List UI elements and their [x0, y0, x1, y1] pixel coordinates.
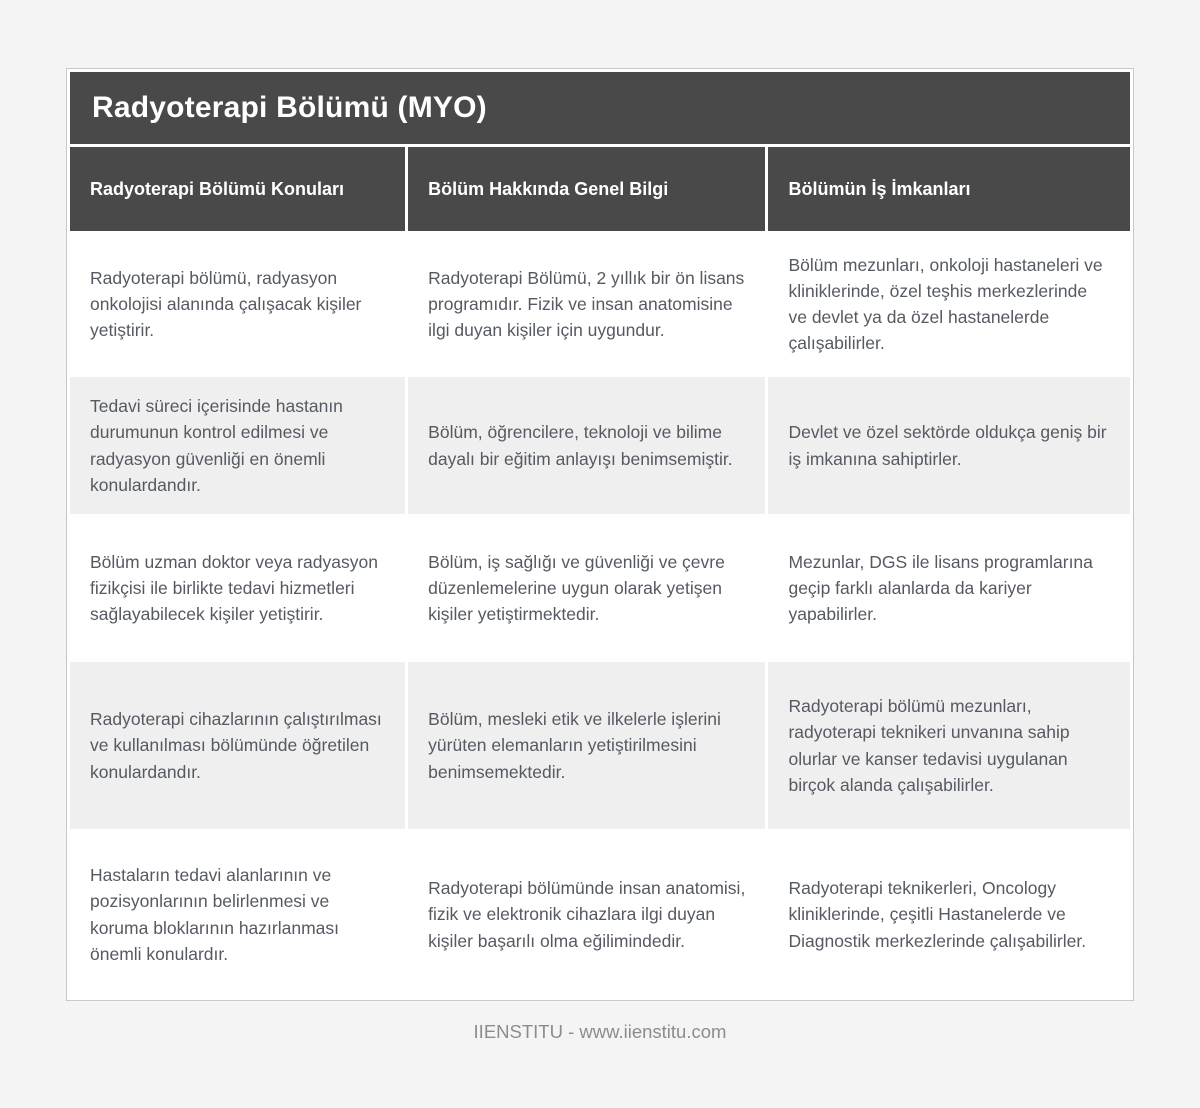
column-header-is-imkanlari: Bölümün İş İmkanları [768, 147, 1130, 231]
page-title: Radyoterapi Bölümü (MYO) [70, 72, 1130, 144]
footer-text: IIENSTITU - www.iienstitu.com [473, 1021, 727, 1042]
radyoterapi-table [66, 68, 1134, 1001]
content-wrapper [66, 68, 1134, 1043]
column-header-row [70, 147, 1130, 231]
cell-genel-bilgi: Bölüm, mesleki etik ve ilkelerle işlerini yürüten elemanların yetiştirilmesini benimsemektedir. [408, 662, 765, 829]
column-header-genel-bilgi: Bölüm Hakkında Genel Bilgi [408, 147, 765, 231]
cell-genel-bilgi: Radyoterapi bölümünde insan anatomisi, fizik ve elektronik cihazlara ilgi duyan kişiler başarılı olma eğilimindedir. [408, 832, 765, 997]
cell-konular: Tedavi süreci içerisinde hastanın durumunun kontrol edilmesi ve radyasyon güvenliği en önemli konulardandır. [70, 377, 405, 514]
cell-is-imkanlari: Radyoterapi teknikerleri, Oncology kliniklerinde, çeşitli Hastanelerde ve Diagnostik merkezlerinde çalışabilirler. [768, 832, 1130, 997]
column-header-konulari: Radyoterapi Bölümü Konuları [70, 147, 405, 231]
cell-genel-bilgi: Bölüm, iş sağlığı ve güvenliği ve çevre düzenlemelerine uygun olarak yetişen kişiler yetiştirmektedir. [408, 517, 765, 659]
cell-is-imkanlari: Radyoterapi bölümü mezunları, radyoterapi teknikeri unvanına sahip olurlar ve kanser tedavisi uygulanan birçok alanda çalışabilirler. [768, 662, 1130, 829]
cell-is-imkanlari: Mezunlar, DGS ile lisans programlarına geçip farklı alanlarda da kariyer yapabilirler. [768, 517, 1130, 659]
cell-konular: Bölüm uzman doktor veya radyasyon fizikçisi ile birlikte tedavi hizmetleri sağlayabilecek kişiler yetiştirir. [70, 517, 405, 659]
cell-konular: Hastaların tedavi alanlarının ve pozisyonlarının belirlenmesi ve koruma bloklarının hazırlanması önemli konulardır. [70, 832, 405, 997]
table-row [70, 832, 1130, 997]
table-row [70, 377, 1130, 514]
table-row [70, 662, 1130, 829]
cell-is-imkanlari: Bölüm mezunları, onkoloji hastaneleri ve kliniklerinde, özel teşhis merkezlerinde ve devlet ya da özel hastanelerde çalışabilirler. [768, 234, 1130, 374]
cell-konular: Radyoterapi bölümü, radyasyon onkolojisi alanında çalışacak kişiler yetiştirir. [70, 234, 405, 374]
title-row [70, 72, 1130, 144]
cell-konular: Radyoterapi cihazlarının çalıştırılması ve kullanılması bölümünde öğretilen konulardandır. [70, 662, 405, 829]
cell-genel-bilgi: Bölüm, öğrencilere, teknoloji ve bilime dayalı bir eğitim anlayışı benimsemiştir. [408, 377, 765, 514]
table-row [70, 517, 1130, 659]
cell-is-imkanlari: Devlet ve özel sektörde oldukça geniş bir iş imkanına sahiptirler. [768, 377, 1130, 514]
table-row [70, 234, 1130, 374]
cell-genel-bilgi: Radyoterapi Bölümü, 2 yıllık bir ön lisans programıdır. Fizik ve insan anatomisine ilgi duyan kişiler için uygundur. [408, 234, 765, 374]
